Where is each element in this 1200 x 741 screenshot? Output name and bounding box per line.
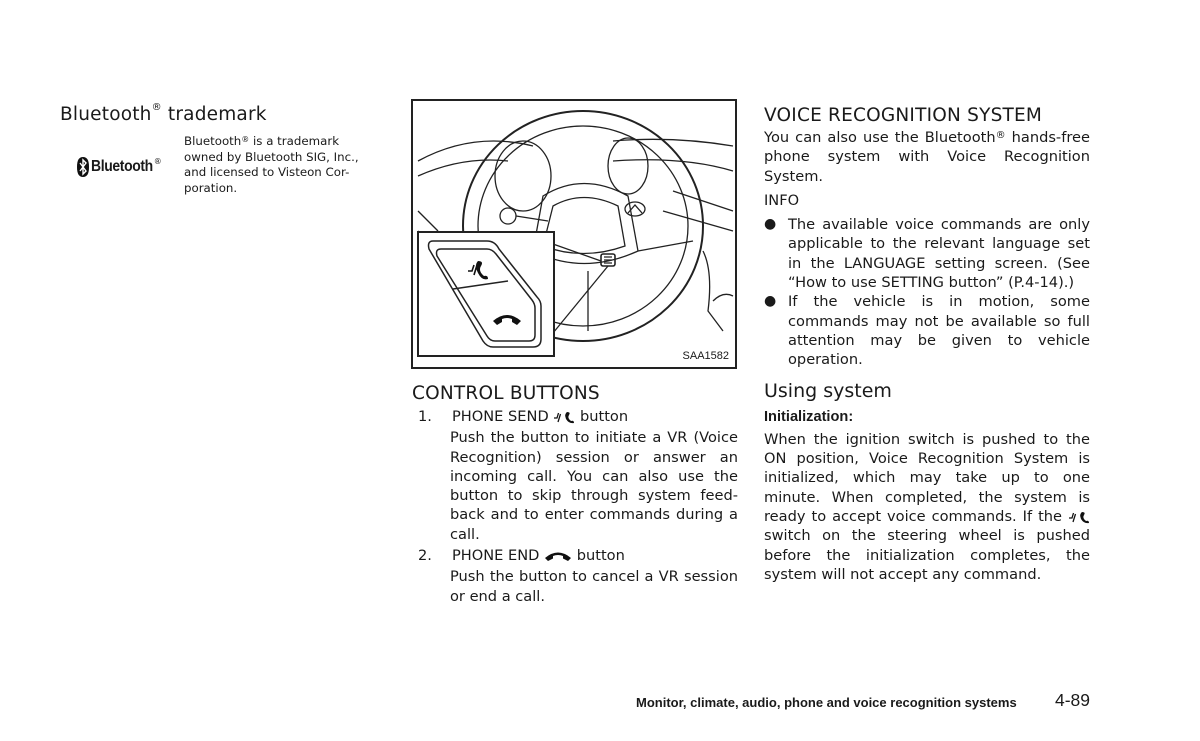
- control-buttons-heading: CONTROL BUTTONS: [412, 383, 600, 404]
- voice-recognition-heading: VOICE RECOGNITION SYSTEM: [764, 105, 1043, 126]
- voice-intro: You can also use the Bluetooth® hands-free phone system with Voice Recognition System.: [764, 129, 1090, 185]
- control-item-1: 1. PHONE SEND button Push the button to initiate a VR (Voice Recognition) session or answer an incoming call. You can also use the button to skip through system feed-back and to enter commands during a call.: [418, 408, 738, 543]
- bluetooth-rune-icon: [77, 157, 89, 177]
- figure-code: SAA1582: [682, 350, 729, 362]
- info-bullets: [764, 215, 1090, 369]
- steering-wheel-drawing: [413, 101, 735, 367]
- phone-send-icon: [553, 411, 575, 424]
- bluetooth-heading: Bluetooth® trademark: [60, 102, 267, 125]
- phone-end-icon: [544, 550, 572, 562]
- bluetooth-section: [60, 102, 380, 195]
- info-label: INFO: [764, 191, 800, 209]
- list-item: ● If the vehicle is in motion, some commands may not be available so full attention may be given to vehicle operation.: [764, 293, 1090, 369]
- steering-wheel-illustration: [411, 99, 737, 369]
- phone-send-icon: [1068, 511, 1090, 524]
- control-item-2: 2. PHONE END button Push the button to cancel a VR session or end a call.: [418, 547, 738, 605]
- voice-recognition-section: [764, 105, 1090, 584]
- footer-section-title: Monitor, climate, audio, phone and voice recognition systems: [636, 695, 1017, 710]
- list-item: ● The available voice commands are only applicable to the relevant language set in the LANGUAGE setting screen. (See “How to use SETTING button” (P.4-14).): [764, 216, 1090, 292]
- page-number: 4-89: [1054, 690, 1090, 710]
- bluetooth-description: Bluetooth® is a trademark owned by Bluetooth SIG, Inc., and licensed to Visteon Cor- poration.: [184, 134, 359, 195]
- using-system-heading: Using system: [764, 379, 892, 402]
- control-buttons-section: [412, 383, 738, 606]
- initialization-text: When the ignition switch is pushed to the ON position, Voice Recognition System is initialized, which may take up to one minute. When completed, the system is ready to accept voice commands. If the switch on the steering wheel is pushed before the initialization completes, the system will not accept any command.: [764, 430, 1090, 583]
- bluetooth-logo: Bluetooth ®: [77, 157, 162, 177]
- initialization-label: Initialization:: [764, 408, 854, 425]
